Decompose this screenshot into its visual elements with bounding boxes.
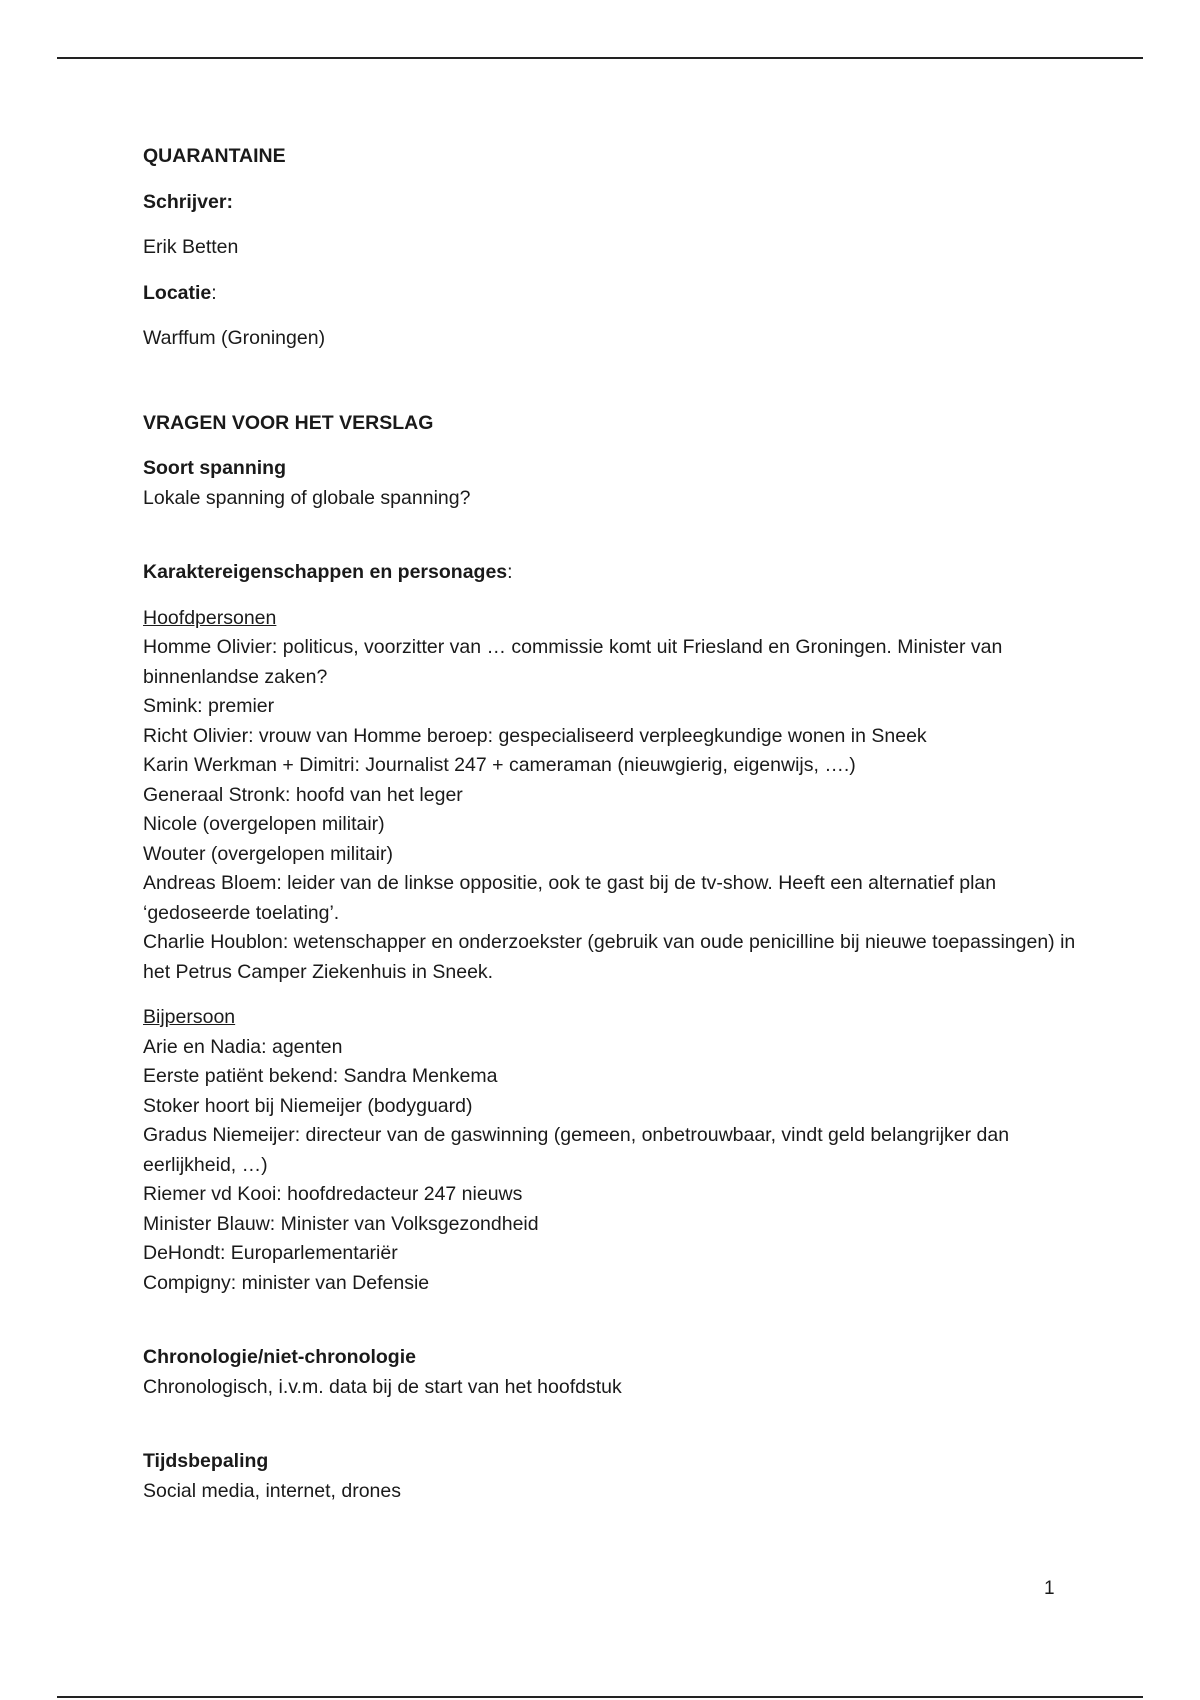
side-character-entry: Riemer vd Kooi: hoofdredacteur 247 nieuws [143,1183,523,1205]
questions-title: VRAGEN VOOR HET VERSLAG [143,411,434,434]
side-character-entry: DeHondt: Europarlementariër [143,1242,398,1264]
location-label: Locatie [143,281,212,304]
time-heading: Tijdsbepaling [143,1450,269,1472]
main-character-entry: Wouter (overgelopen militair) [143,842,393,865]
main-characters-heading: Hoofdpersonen [143,606,277,629]
author-label: Schrijver: [143,190,233,213]
main-character-entry: Generaal Stronk: hoofd van het leger [143,783,463,806]
side-character-entry: Eerste patiënt bekend: Sandra Menkema [143,1065,498,1087]
main-character-entry: Nicole (overgelopen militair) [143,813,385,835]
suspense-heading: Soort spanning [143,457,286,479]
characters-heading-line [143,558,1083,588]
main-character-entry: Richt Olivier: vrouw van Homme beroep: gespecialiseerd verpleegkundige wonen in Sneek [143,724,927,747]
characters-heading-colon: : [507,561,513,583]
author-value: Erik Betten [143,236,239,258]
main-character-entry: Homme Olivier: politicus, voorzitter van … commissie komt uit Friesland en Groningen. Minister van binnenlandse zaken? [143,636,1003,688]
characters-heading: Karaktereigenschappen en personages [143,561,508,583]
main-character-entry: Karin Werkman + Dimitri: Journalist 247 + cameraman (nieuwgierig, eigenwijs, ….) [143,754,856,776]
top-rule [57,57,1143,59]
side-character-entry: Gradus Niemeijer: directeur van de gaswinning (gemeen, onbetrouwbaar, vindt geld belangrijker dan eerlijkheid, …) [143,1124,1010,1176]
page-number: 1 [1044,1578,1055,1599]
time-text: Social media, internet, drones [143,1479,401,1502]
side-characters-list [143,1033,1083,1299]
document-title: QUARANTAINE [143,145,286,167]
chronology-text: Chronologisch, i.v.m. data bij de start van het hoofdstuk [143,1375,622,1398]
location-line [143,279,1083,309]
side-character-entry: Compigny: minister van Defensie [143,1271,430,1294]
main-characters-list [143,633,1083,987]
main-character-entry: Charlie Houblon: wetenschapper en onderzoekster (gebruik van oude penicilline bij nieuwe toepassingen) in het Petrus Camper Ziekenhuis in Sneek. [143,931,1076,983]
document-body [143,142,1083,1506]
main-character-entry: Andreas Bloem: leider van de linkse oppositie, ook te gast bij de tv-show. Heeft een alternatief plan ‘gedoseerde toelating’. [143,872,997,924]
bottom-rule [57,1696,1143,1698]
side-character-entry: Arie en Nadia: agenten [143,1035,343,1058]
location-colon: : [211,281,217,304]
side-character-entry: Stoker hoort bij Niemeijer (bodyguard) [143,1094,473,1117]
side-characters-heading: Bijpersoon [143,1006,236,1028]
chronology-heading: Chronologie/niet-chronologie [143,1346,416,1368]
location-value: Warffum (Groningen) [143,327,326,349]
side-character-entry: Minister Blauw: Minister van Volksgezondheid [143,1212,539,1235]
suspense-text: Lokale spanning of globale spanning? [143,486,471,509]
main-character-entry: Smink: premier [143,695,275,717]
